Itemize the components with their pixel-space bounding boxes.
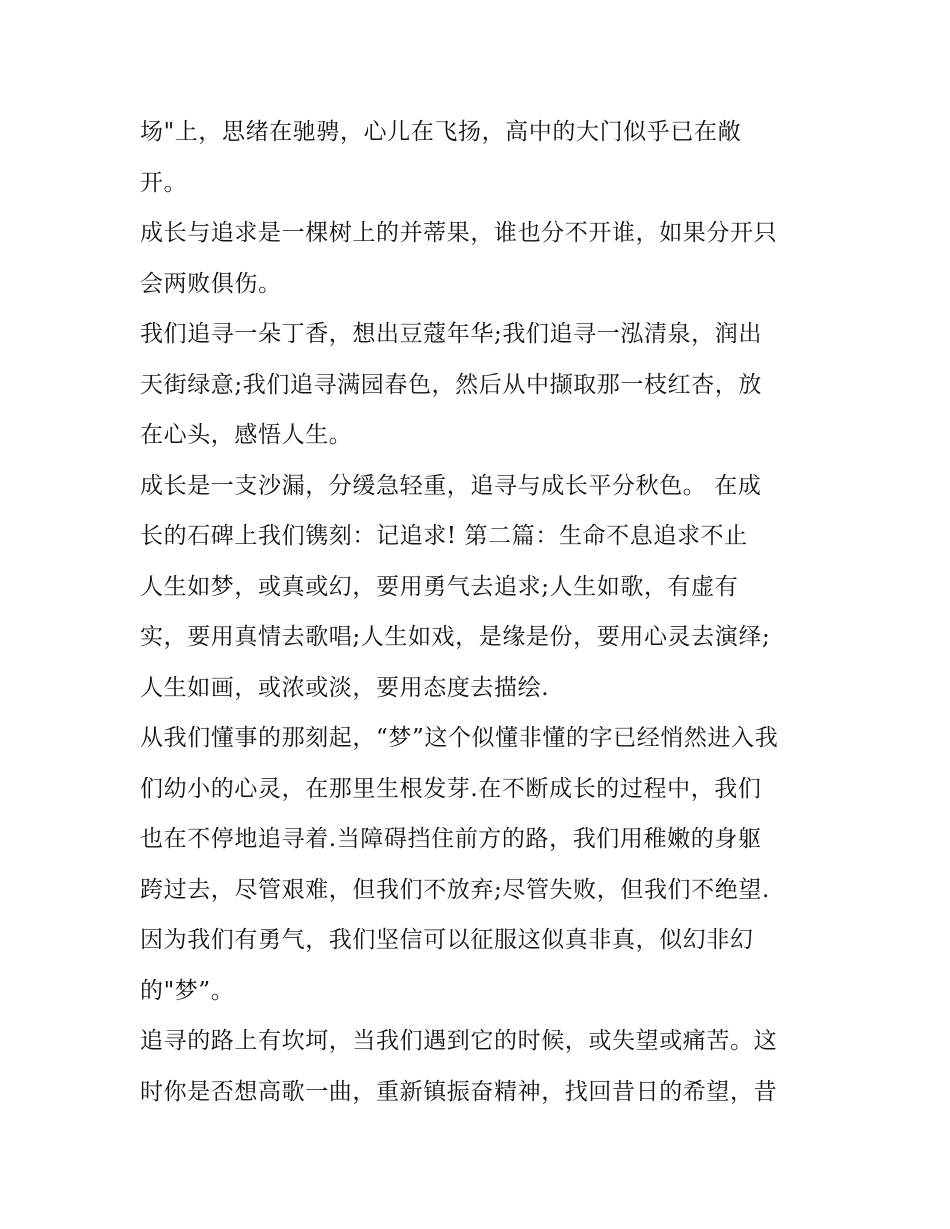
- document-body: [140, 107, 820, 1117]
- text-line: 人生如画，或浓或淡，要用态度去描绘.: [140, 674, 550, 701]
- text-line: 成长是一支沙漏，分缓急轻重，追寻与成长平分秋色。 在成: [140, 472, 762, 499]
- text-line: 们幼小的心灵，在那里生根发芽.在不断成长的过程中，我们: [140, 775, 762, 802]
- text-line: 跨过去，尽管艰难，但我们不放弃;尽管失败，但我们不绝望.: [140, 876, 770, 903]
- text-line: 时你是否想高歌一曲，重新镇振奋精神，找回昔日的希望，昔: [140, 1078, 778, 1105]
- text-line: 会两败俱伤。: [140, 270, 282, 297]
- text-line: 天街绿意;我们追寻满园春色，然后从中撷取那一枝红杏，放: [140, 371, 762, 398]
- text-line: 因为我们有勇气，我们坚信可以征服这似真非真，似幻非幻: [140, 927, 754, 953]
- text-line: 人生如梦，或真或幻，要用勇气去追求;人生如歌，有虚有: [140, 573, 739, 600]
- text-line: 我们追寻一朵丁香，想出豆蔻年华;我们追寻一泓清泉，润出: [140, 321, 762, 347]
- text-line: 成长与追求是一棵树上的并蒂果，谁也分不开谁，如果分开只: [140, 220, 778, 246]
- text-line: 追寻的路上有坎坷，当我们遇到它的时候，或失望或痛苦。这: [140, 1028, 778, 1054]
- text-line: 从我们懂事的那刻起，“梦”这个似懂非懂的字已经悄然进入我: [140, 725, 779, 751]
- text-line: 在心头，感悟人生。: [140, 422, 353, 448]
- text-line: 也在不停地追寻着.当障碍挡住前方的路，我们用稚嫩的身躯: [140, 826, 762, 852]
- text-line: 的"梦”。: [140, 977, 235, 1004]
- text-line: 长的石碑上我们镌刻：记追求! 第二篇：生命不息追求不止: [140, 523, 748, 549]
- text-line: 开。: [140, 169, 188, 196]
- text-line: 场"上，思绪在驰骋，心儿在飞扬，高中的大门似乎已在敞: [140, 119, 742, 145]
- text-line: 实，要用真情去歌唱;人生如戏，是缘是份，要用心灵去演绎;: [140, 624, 771, 650]
